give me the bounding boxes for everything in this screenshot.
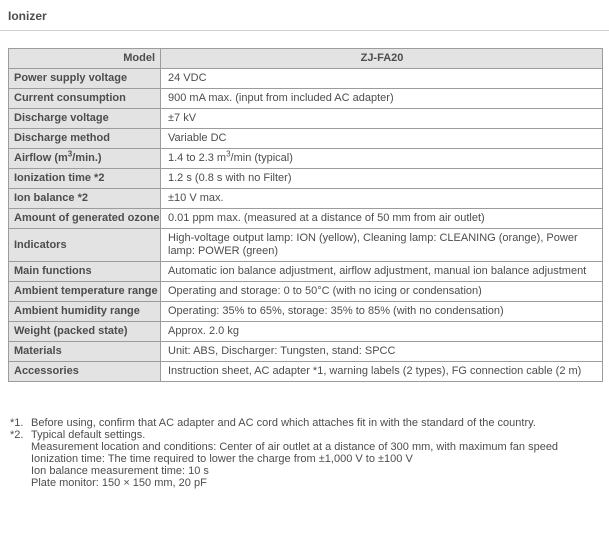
spec-row-label: Ambient humidity range — [9, 302, 161, 322]
spec-row-value: Variable DC — [161, 129, 603, 149]
table-row — [9, 282, 603, 302]
table-row — [9, 149, 603, 169]
spec-row-label: Weight (packed state) — [9, 322, 161, 342]
spec-row-label: Ionization time *2 — [9, 169, 161, 189]
spec-row-label: Ion balance *2 — [9, 189, 161, 209]
spec-row-label: Main functions — [9, 262, 161, 282]
spec-row-value: Instruction sheet, AC adapter *1, warning labels (2 types), FG connection cable (2 m) — [161, 362, 603, 382]
table-row — [9, 89, 603, 109]
model-header-value: ZJ-FA20 — [161, 49, 603, 69]
table-row — [9, 322, 603, 342]
footnote-2-details — [31, 441, 609, 489]
footnotes — [10, 417, 609, 489]
footnote-detail: Measurement location and conditions: Center of air outlet at a distance of 300 mm, with maximum fan speed — [31, 441, 559, 453]
value-text: /min (typical) — [230, 152, 293, 164]
table-row — [9, 342, 603, 362]
spec-row-label: Indicators — [9, 229, 161, 262]
spec-row-label: Materials — [9, 342, 161, 362]
spec-table — [8, 48, 603, 382]
footnote-detail: Plate monitor: 150 × 150 mm, 20 pF — [31, 477, 207, 489]
spec-row-label: Current consumption — [9, 89, 161, 109]
superscript: 3 — [67, 149, 73, 159]
spec-row-value: Automatic ion balance adjustment, airflow adjustment, manual ion balance adjustment — [161, 262, 603, 282]
spec-row-value: High-voltage output lamp: ION (yellow), Cleaning lamp: CLEANING (orange), Power lamp: POWER (green) — [161, 229, 603, 262]
spec-row-value: 0.01 ppm max. (measured at a distance of 50 mm from air outlet) — [161, 209, 603, 229]
value-text: 1.4 to 2.3 m — [168, 152, 227, 164]
footnote-marker: *1. — [10, 417, 24, 429]
table-row — [9, 189, 603, 209]
footnote-detail: Ion balance measurement time: 10 s — [31, 465, 209, 477]
label-text: Airflow (m — [14, 152, 68, 164]
spec-row-label: Amount of generated ozone — [9, 209, 161, 229]
footnote-detail: Ionization time: The time required to lower the charge from ±1,000 V to ±100 V — [31, 453, 413, 465]
spec-row-value: Operating and storage: 0 to 50°C (with no icing or condensation) — [161, 282, 603, 302]
table-row — [9, 302, 603, 322]
page-title: Ionizer — [8, 9, 47, 23]
footnote-text: Typical default settings. — [31, 429, 146, 441]
spec-row-label — [9, 149, 161, 169]
spec-row-value: 24 VDC — [161, 69, 603, 89]
footnote-marker: *2. — [10, 429, 24, 441]
spec-row-value — [161, 149, 603, 169]
table-row — [9, 109, 603, 129]
spec-row-label: Accessories — [9, 362, 161, 382]
spec-row-value: ±10 V max. — [161, 189, 603, 209]
footnote-2 — [10, 429, 609, 441]
table-row — [9, 69, 603, 89]
superscript: 3 — [226, 149, 231, 159]
table-row — [9, 129, 603, 149]
table-row — [9, 362, 603, 382]
spec-row-value: Operating: 35% to 65%, storage: 35% to 85% (with no condensation) — [161, 302, 603, 322]
spec-row-value: 900 mA max. (input from included AC adapter) — [161, 89, 603, 109]
spec-row-value: 1.2 s (0.8 s with no Filter) — [161, 169, 603, 189]
spec-row-value: Unit: ABS, Discharger: Tungsten, stand: SPCC — [161, 342, 603, 362]
spec-row-label: Discharge voltage — [9, 109, 161, 129]
spec-row-label: Ambient temperature range — [9, 282, 161, 302]
footnote-text: Before using, confirm that AC adapter and AC cord which attaches fit in with the standard of the country. — [31, 417, 536, 429]
spec-row-label: Discharge method — [9, 129, 161, 149]
model-header-label: Model — [9, 49, 161, 69]
spec-row-label: Power supply voltage — [9, 69, 161, 89]
table-row — [9, 169, 603, 189]
footnote-1 — [10, 417, 609, 429]
table-row — [9, 229, 603, 262]
table-row — [9, 262, 603, 282]
title-divider — [0, 30, 609, 31]
table-row — [9, 209, 603, 229]
table-header-row — [9, 49, 603, 69]
spec-row-value: Approx. 2.0 kg — [161, 322, 603, 342]
label-text: /min.) — [72, 152, 102, 164]
spec-row-value: ±7 kV — [161, 109, 603, 129]
